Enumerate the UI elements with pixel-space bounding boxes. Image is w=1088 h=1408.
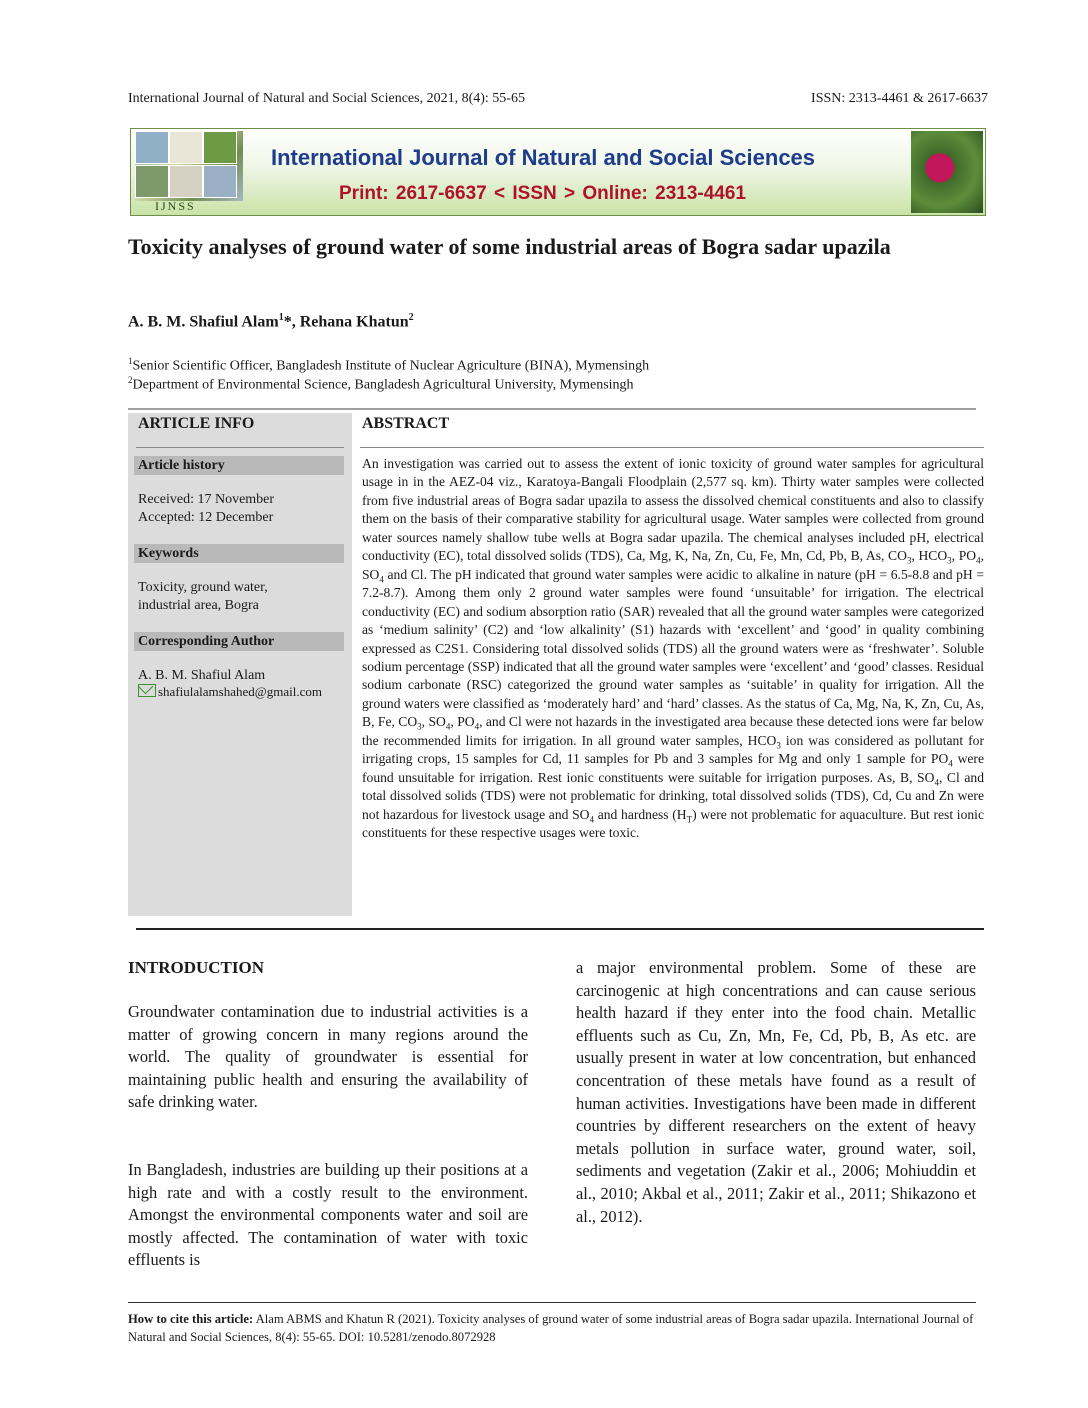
keywords-line-1: Toxicity, ground water, bbox=[138, 580, 268, 595]
affiliation-2 bbox=[128, 375, 634, 394]
author-2: Rehana Khatun bbox=[299, 313, 409, 331]
article-history-heading: Article history bbox=[134, 456, 344, 475]
corresponding-author-name: A. B. M. Shafiul Alam bbox=[138, 668, 266, 683]
top-divider bbox=[128, 408, 976, 410]
author-1-affiliation: 1 bbox=[278, 312, 284, 323]
author-2-affiliation: 2 bbox=[408, 312, 414, 323]
author-1: A. B. M. Shafiul Alam bbox=[128, 313, 279, 331]
affiliation-1-text: Senior Scientific Officer, Bangladesh Institute of Nuclear Agriculture (BINA), Mymensingh bbox=[132, 358, 650, 374]
journal-name: International Journal of Natural and Social Sciences bbox=[271, 145, 816, 170]
corresponding-author-heading: Corresponding Author bbox=[134, 632, 344, 651]
email-icon bbox=[138, 684, 156, 697]
received-date: Received: 17 November bbox=[138, 492, 275, 507]
introduction-paragraph-2: In Bangladesh, industries are building up their positions at a high rate and with a costly result to the environment. Amongst the environmental components water and soil are mostly affected. The contamination of water with toxic effluents is bbox=[128, 1160, 528, 1270]
keywords-line-2: industrial area, Bogra bbox=[138, 598, 259, 613]
journal-logo-collage bbox=[135, 131, 243, 201]
email-address[interactable]: shafiulalamshahed@gmail.com bbox=[158, 684, 322, 699]
introduction-heading: INTRODUCTION bbox=[128, 958, 265, 977]
abstract-rule bbox=[360, 447, 984, 448]
citation-text: Alam ABMS and Khatun R (2021). Toxicity analyses of ground water of some industrial areas of Bogra sadar upazila. International Journal of Natural and Social Sciences, 8(4): 55-65. DOI: 10.5281/zenodo.8072928 bbox=[128, 1312, 974, 1344]
corresponding-email[interactable] bbox=[138, 684, 322, 700]
affiliation-1 bbox=[128, 356, 649, 375]
affiliation-2-text: Department of Environmental Science, Bangladesh Agricultural University, Mymensingh bbox=[132, 377, 634, 393]
citation-footer bbox=[128, 1310, 984, 1346]
article-info-panel bbox=[128, 413, 352, 916]
abstract-heading: ABSTRACT bbox=[362, 415, 450, 432]
accepted-date: Accepted: 12 December bbox=[138, 510, 274, 525]
running-header-journal-ref: International Journal of Natural and Social Sciences, 2021, 8(4): 55-65 bbox=[128, 91, 525, 106]
author-line bbox=[128, 312, 414, 331]
corresponding-mark: *, bbox=[283, 313, 300, 331]
article-info-heading: ARTICLE INFO bbox=[138, 415, 255, 432]
flower-image bbox=[911, 131, 983, 213]
introduction-paragraph-1: Groundwater contamination due to industrial activities is a matter of growing concern in many regions around the world. The quality of groundwater is essential for maintaining public health and ensuring the availability of safe drinking water. bbox=[128, 1002, 528, 1112]
affiliation-2-number: 2 bbox=[128, 375, 133, 385]
journal-abbreviation: IJNSS bbox=[155, 199, 196, 213]
keywords-heading: Keywords bbox=[134, 544, 344, 563]
abstract-body: An investigation was carried out to assess the extent of ionic toxicity of ground water samples for agricultural usage in in the AEZ-04 viz., Karatoya-Bangali Floodplain (2,577 sq. km). Thirty water samples were collected from five industrial areas of Bogra sadar upazila to assess the dissolved chemical constituents and also to classify them on the basis of their comparative stability for agricultural usage. Water samples were collected from ground water sources namely shallow tube wells at Bogra sadar upazila. The chemical analyses included pH, electrical conductivity (EC), total dissolved solids (TDS), Ca, Mg, K, Na, Zn, Cu, Fe, Mn, Cd, Pb, B, As, $CO_3$, $HCO_3$, $PO_4$, $SO_4$ and Cl. The pH indicated that ground water samples were acidic to alkaline in nature (pH = 6.5-8.8 and pH = 7.2-8.7). Among them only 2 ground water samples were found ‘unsuitable’ for irrigation. The electrical conductivity (EC) and sodium absorption ratio (SAR) revealed that all the ground water samples were categorized as ‘medium salinity’ (C2) and ‘low alkalinity’ (S1) hazards with ‘excellent’ and ‘good’ in quality combining expressed as C2S1. Considering total dissolved solids (TDS) all the ground waters were as ‘freshwater’. Soluble sodium percentage (SSP) indicated that all the ground water samples were ‘excellent’ and ‘good’ classes. Residual sodium carbonate (RSC) categorized the ground water samples as ‘suitable’ in quality for irrigation. All the ground waters were classified as ‘moderately hard’ and ‘hard’ classes. As the status of Ca, Mg, Na, K, Zn, Cu, As, B, Fe, $CO_3$, $SO_4$, $PO_4$, and Cl were not hazards in the investigated area because these detected ions were far below the recommended limits for irrigation. In all ground water samples, $HCO_3$ ion was considered as pollutant for irrigating crops, 15 samples for Cd, 11 samples for Pb and 3 samples for Mg and only 1 sample for $PO_4$ were found unsuitable for irrigation. Rest ionic constituents were suitable for irrigation purposes. As, B, $SO_4$, Cl and total dissolved solids (TDS) were not problematic for drinking, total dissolved solids (TDS), Cd, Cu and Zn were not hazardous for livestock usage and $SO_4$ and hardness $(H_T)$ were not problematic for aquaculture. But rest ionic constituents for these respective usages were toxic. bbox=[362, 456, 984, 841]
affiliation-1-number: 1 bbox=[128, 356, 133, 366]
footer-divider bbox=[128, 1302, 976, 1303]
journal-banner bbox=[130, 128, 986, 216]
section-divider bbox=[136, 928, 984, 930]
running-header-issn: ISSN: 2313-4461 & 2617-6637 bbox=[811, 91, 988, 106]
introduction-paragraph-3: a major environmental problem. Some of these are carcinogenic at high concentrations and can cause serious health hazard if they enter into the food chain. Metallic effluents such as Cu, Zn, Mn, Fe, Cd, Pb, B, As etc. are usually present in water at low concentration, but enhanced concentration of these metals have found as a result of human activities. Investigations have been made in different countries by different researchers on the extent of heavy metals pollution in surface water, ground water, soil, sediments and vegetation (Zakir et al., 2006; Mohiuddin et al., 2010; Akbal et al., 2011; Zakir et al., 2011; Shikazono et al., 2012). bbox=[576, 958, 976, 1226]
article-title: Toxicity analyses of ground water of some industrial areas of Bogra sadar upazila bbox=[128, 234, 891, 259]
article-info-rule bbox=[136, 447, 344, 448]
citation-label: How to cite this article: bbox=[128, 1312, 254, 1326]
journal-issn-line: Print: 2617-6637 < ISSN > Online: 2313-4461 bbox=[339, 183, 746, 204]
